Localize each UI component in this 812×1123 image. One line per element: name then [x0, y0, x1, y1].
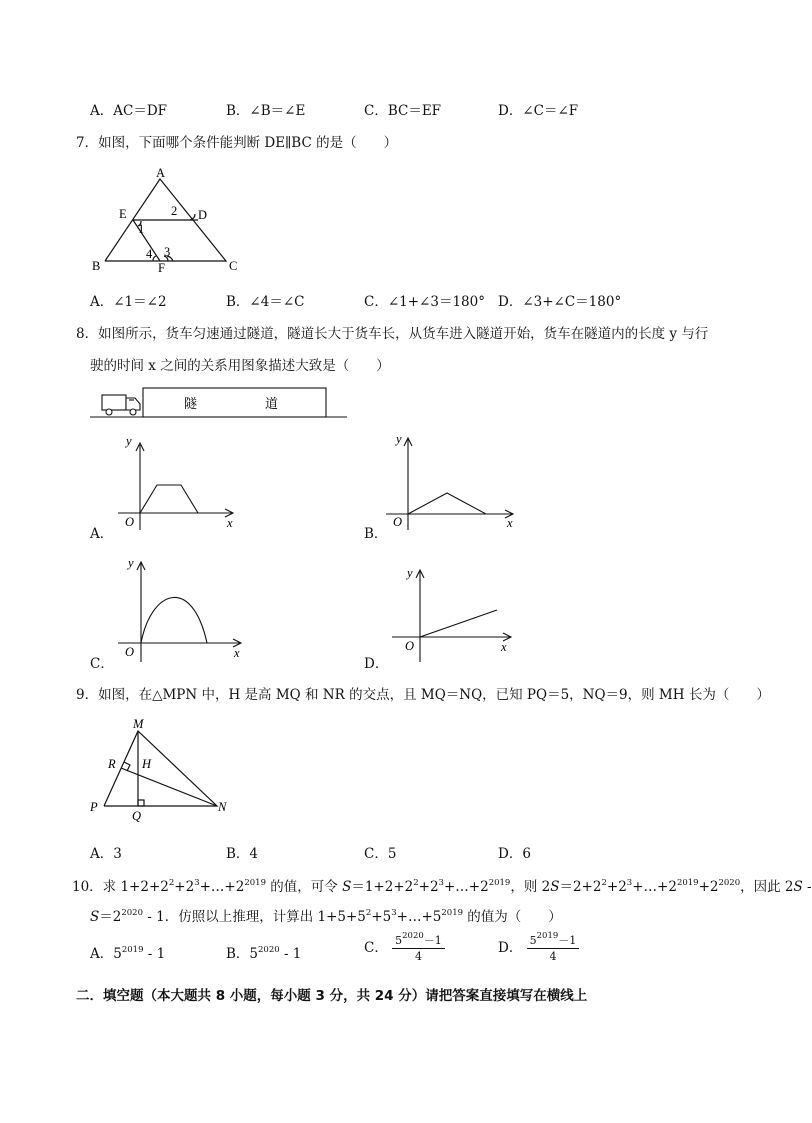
- q6-option-c: C．BC＝EF: [364, 103, 442, 119]
- q8-stem-line1: 8．如图所示，货车匀速通过隧道，隧道长大于货车长，从货车进入隧道开始，货车在隧道内的长度 y 与行: [76, 326, 709, 342]
- q9-option-d: D．6: [498, 846, 531, 862]
- q7-label-E: E: [119, 207, 127, 221]
- q7-angle-3: 3: [164, 245, 171, 259]
- q7-angle-2: 2: [171, 204, 178, 218]
- q8a-axis-y: y: [126, 434, 132, 448]
- q10-option-b: B．$5^{2020} - 1$: [226, 945, 302, 962]
- q9-option-a: A．3: [90, 846, 122, 862]
- q8-option-c: C．: [90, 656, 114, 672]
- q9-option-b: B．4: [226, 846, 259, 862]
- q8-stem-line2: 驶的时间 x 之间的关系用图象描述大致是（ ）: [90, 358, 390, 374]
- q7-label-C: C: [229, 259, 238, 273]
- q8c-axis-x: x: [234, 646, 240, 660]
- q7-label-B: B: [92, 259, 101, 273]
- q9-label-Q: Q: [132, 809, 142, 823]
- q9-label-H: H: [142, 757, 152, 771]
- q10-option-d: D． $\frac{5^{2019}-1}{4}$: [498, 934, 579, 963]
- q8a-origin: O: [125, 515, 135, 529]
- q9-label-N: N: [218, 800, 227, 814]
- q9-option-c: C．5: [364, 846, 397, 862]
- q9-label-P: P: [90, 800, 98, 814]
- q7-option-d: D．∠3+∠C＝180°: [498, 294, 622, 310]
- q8-option-b: B．: [364, 526, 388, 542]
- q6-option-b: B．∠B＝∠E: [226, 103, 306, 119]
- q8-tunnel-char-1: 隧: [184, 396, 198, 411]
- q7-option-b: B．∠4＝∠C: [226, 294, 305, 310]
- q8d-origin: O: [405, 639, 415, 653]
- q7-angle-1: 1: [138, 222, 145, 236]
- q6-option-a: A．AC＝DF: [90, 103, 168, 119]
- q8-option-d: D．: [364, 656, 389, 672]
- q9-stem: 9．如图，在△MPN 中，H 是高 MQ 和 NR 的交点，且 MQ＝NQ，已知 PQ＝5，NQ＝9，则 MH 长为（ ）: [76, 687, 770, 703]
- q7-label-D: D: [198, 208, 208, 222]
- q10-option-a: A．$5^{2019} - 1$: [90, 945, 166, 962]
- q10-option-c-fraction: $\frac{5^{2020}-1}{4}$: [392, 934, 445, 963]
- section2-heading: 二．填空题（本大题共 8 小题，每小题 3 分，共 24 分）请把答案直接填写在横线上: [76, 988, 588, 1004]
- q7-angle-4: 4: [146, 247, 153, 261]
- q8b-axis-y: y: [396, 432, 402, 446]
- q8b-axis-x: x: [507, 516, 513, 530]
- q7-label-A: A: [156, 166, 166, 180]
- q10-stem-line1: 10．求 $1+2+2^2+2^3+\dots+2^{2019}$ 的值，可令 $S=1+2+2^2+2^3+\dots+2^{2019}$，则 $2S=2+2^2+2^3+\dots+2^{2019}+2^{2020}$，因此 2S -: [72, 878, 812, 895]
- q7-stem: 7．如图，下面哪个条件能判断 DE∥BC 的是（ ）: [76, 135, 398, 151]
- q8-tunnel-char-2: 道: [265, 396, 279, 411]
- q8-option-a: A．: [90, 526, 114, 542]
- q7-label-F: F: [158, 261, 165, 275]
- q8d-axis-y: y: [407, 566, 413, 580]
- q10-option-d-fraction: $\frac{5^{2019}-1}{4}$: [527, 934, 580, 963]
- q8b-origin: O: [393, 515, 403, 529]
- q10-option-c: C． $\frac{5^{2020}-1}{4}$: [364, 934, 445, 963]
- q6-option-d: D．∠C＝∠F: [498, 103, 579, 119]
- q9-label-R: R: [108, 757, 116, 771]
- q8d-axis-x: x: [501, 640, 507, 654]
- q8a-axis-x: x: [227, 516, 233, 530]
- q8c-axis-y: y: [128, 556, 134, 570]
- q8c-origin: O: [125, 645, 135, 659]
- q10-stem-line2: $S=2^{2020} - 1$．仿照以上推理，计算出 $1+5+5^2+5^3+\dots+5^{2019}$ 的值为（ ）: [90, 908, 562, 925]
- q9-label-M: M: [133, 717, 144, 731]
- q7-option-c: C．∠1+∠3＝180°: [364, 294, 485, 310]
- q7-option-a: A．∠1＝∠2: [90, 294, 167, 310]
